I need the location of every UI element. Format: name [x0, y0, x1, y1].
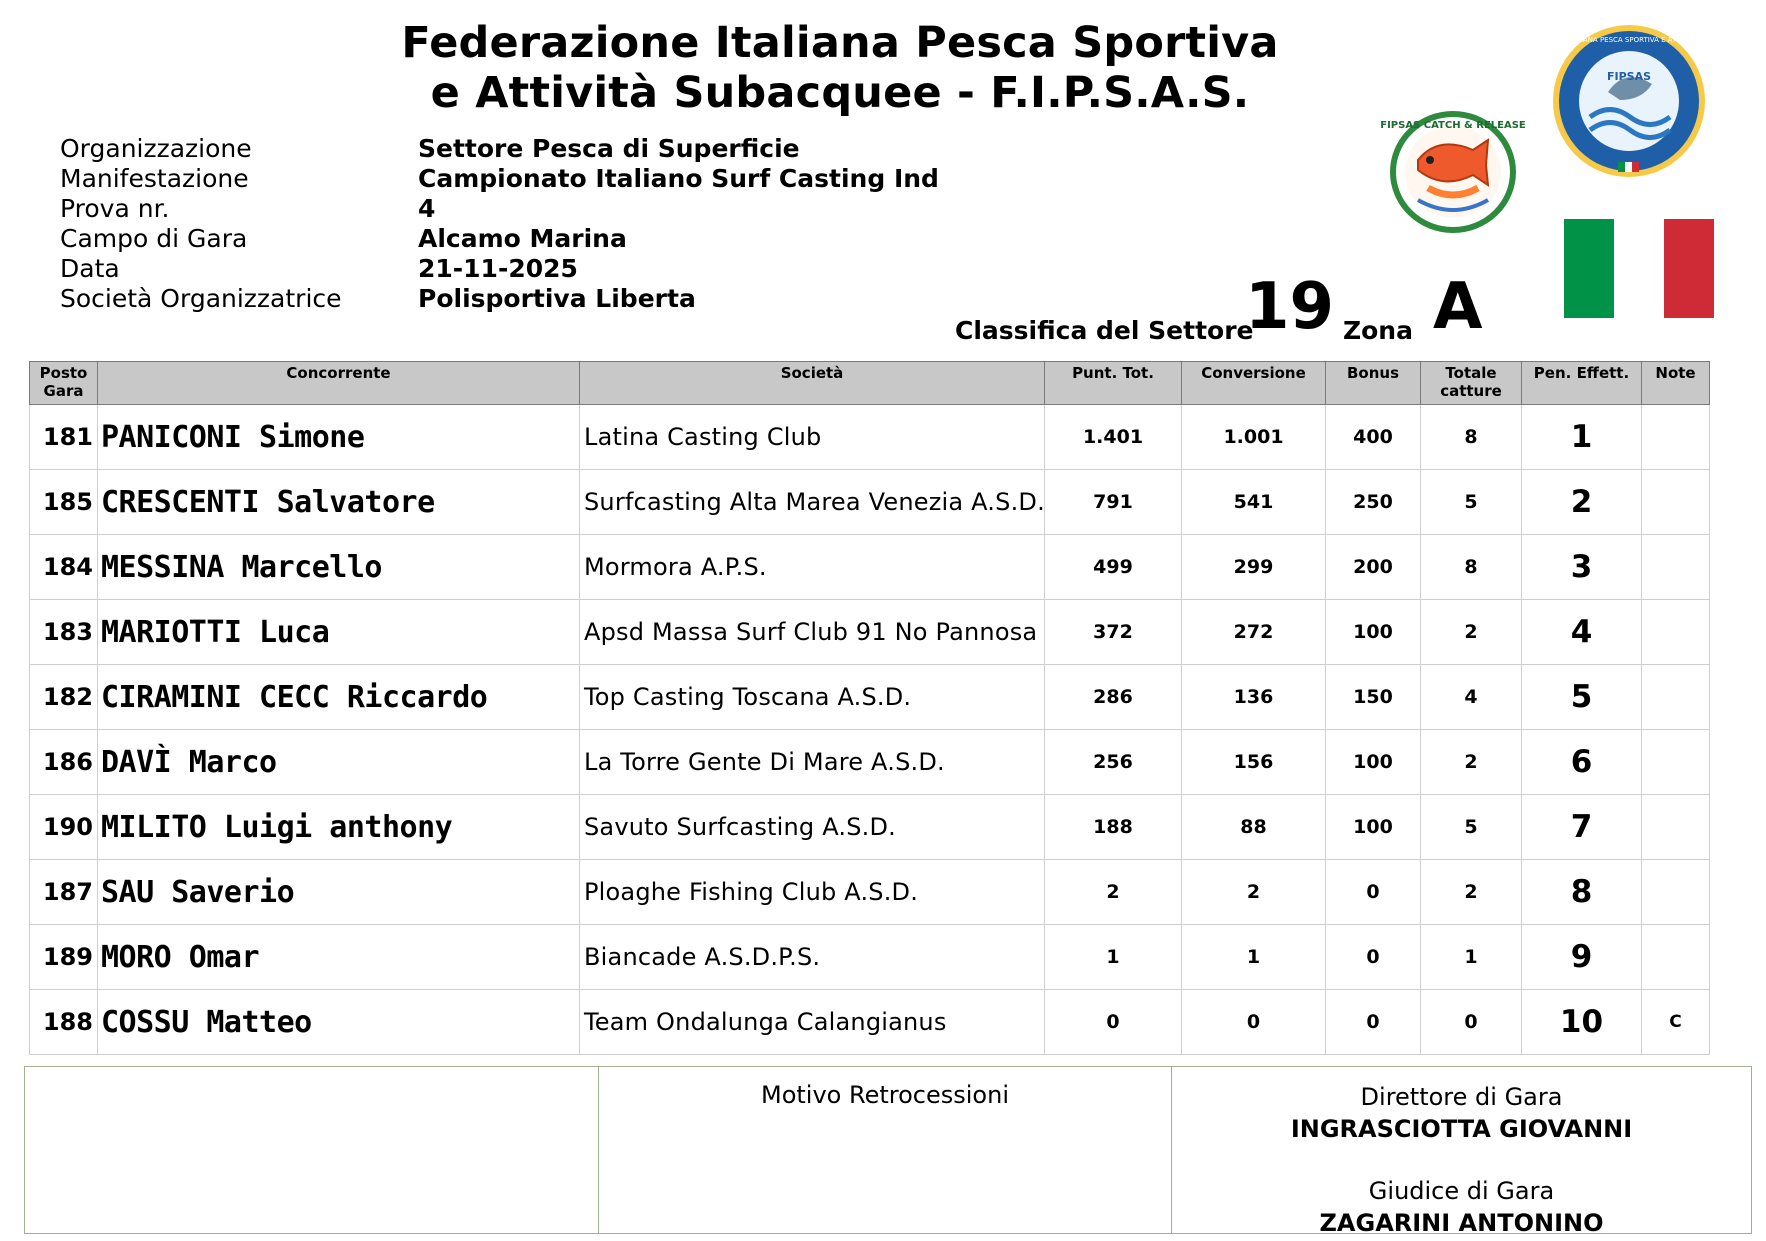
- info-label: Manifestazione: [60, 164, 249, 193]
- cell-posto: 189: [30, 925, 98, 990]
- info-value: Settore Pesca di Superficie: [418, 134, 800, 163]
- header-concorrente: Concorrente: [98, 362, 580, 405]
- header-bonus: Bonus: [1326, 362, 1421, 405]
- cell-posto: 186: [30, 730, 98, 795]
- cell-bonus: 250: [1326, 470, 1421, 535]
- cell-pen: 1: [1522, 405, 1642, 470]
- title-line-1: Federazione Italiana Pesca Sportiva: [401, 18, 1279, 68]
- table-row: [30, 860, 1710, 925]
- cell-punt: 1: [1045, 925, 1182, 990]
- cell-note: [1642, 860, 1710, 925]
- cell-note: C: [1642, 990, 1710, 1055]
- cell-societa: Apsd Massa Surf Club 91 No Pannosa: [580, 600, 1045, 665]
- cell-note: [1642, 730, 1710, 795]
- cell-conversione: 88: [1182, 795, 1326, 860]
- info-row-data: [60, 254, 939, 284]
- catch-release-logo: [1380, 110, 1526, 234]
- info-value: Campionato Italiano Surf Casting Ind: [418, 164, 939, 193]
- info-label: Società Organizzatrice: [60, 284, 342, 313]
- cell-societa: Mormora A.P.S.: [580, 535, 1045, 600]
- motivo-retrocessioni-label: Motivo Retrocessioni: [761, 1081, 1009, 1109]
- cell-bonus: 0: [1326, 860, 1421, 925]
- cell-concorrente: MILITO Luigi anthony: [98, 795, 580, 860]
- cell-posto: 190: [30, 795, 98, 860]
- cell-punt: 286: [1045, 665, 1182, 730]
- cell-concorrente: MARIOTTI Luca: [98, 600, 580, 665]
- document-title: [360, 18, 1320, 118]
- cell-catture: 8: [1421, 405, 1522, 470]
- cell-punt: 791: [1045, 470, 1182, 535]
- cell-catture: 5: [1421, 795, 1522, 860]
- direttore-label: Direttore di Gara: [1360, 1083, 1563, 1111]
- info-value: Alcamo Marina: [418, 224, 627, 253]
- cell-pen: 6: [1522, 730, 1642, 795]
- cell-concorrente: MESSINA Marcello: [98, 535, 580, 600]
- cell-catture: 5: [1421, 470, 1522, 535]
- header-posto: Posto Gara: [30, 362, 98, 405]
- header-pen: Pen. Effett.: [1522, 362, 1642, 405]
- info-value: 4: [418, 194, 436, 223]
- event-info: [60, 134, 939, 314]
- cell-concorrente: CIRAMINI CECC Riccardo: [98, 665, 580, 730]
- cell-catture: 4: [1421, 665, 1522, 730]
- footer-officials-cell: [1172, 1067, 1751, 1237]
- cell-conversione: 136: [1182, 665, 1326, 730]
- flag-red-band: [1664, 219, 1714, 318]
- table-row: [30, 470, 1710, 535]
- table-row: [30, 990, 1710, 1055]
- catch-release-text: FIPSAS CATCH & RELEASE: [1380, 120, 1526, 131]
- info-value: Polisportiva Liberta: [418, 284, 696, 313]
- cell-societa: Savuto Surfcasting A.S.D.: [580, 795, 1045, 860]
- cell-bonus: 100: [1326, 795, 1421, 860]
- cell-note: [1642, 665, 1710, 730]
- info-label: Organizzazione: [60, 134, 252, 163]
- zona-label: Zona: [1343, 316, 1413, 345]
- cell-pen: 5: [1522, 665, 1642, 730]
- cell-note: [1642, 535, 1710, 600]
- cell-note: [1642, 600, 1710, 665]
- giudice-name: ZAGARINI ANTONINO: [1319, 1209, 1604, 1237]
- cell-societa: Top Casting Toscana A.S.D.: [580, 665, 1045, 730]
- cell-concorrente: SAU Saverio: [98, 860, 580, 925]
- cell-concorrente: DAVÌ Marco: [98, 730, 580, 795]
- cell-pen: 3: [1522, 535, 1642, 600]
- cell-note: [1642, 925, 1710, 990]
- info-row-prova: [60, 194, 939, 224]
- cell-bonus: 0: [1326, 990, 1421, 1055]
- cell-punt: 0: [1045, 990, 1182, 1055]
- table-header-row: [30, 362, 1710, 405]
- cell-pen: 10: [1522, 990, 1642, 1055]
- cell-pen: 7: [1522, 795, 1642, 860]
- cell-conversione: 299: [1182, 535, 1326, 600]
- cell-societa: Team Ondalunga Calangianus: [580, 990, 1045, 1055]
- direttore-name: INGRASCIOTTA GIOVANNI: [1290, 1115, 1633, 1143]
- header-note: Note: [1642, 362, 1710, 405]
- cell-catture: 1: [1421, 925, 1522, 990]
- cell-concorrente: COSSU Matteo: [98, 990, 580, 1055]
- cell-note: [1642, 795, 1710, 860]
- info-row-campo: [60, 224, 939, 254]
- fipsas-logo: [1514, 22, 1744, 180]
- cell-punt: 1.401: [1045, 405, 1182, 470]
- cell-pen: 4: [1522, 600, 1642, 665]
- cell-concorrente: MORO Omar: [98, 925, 580, 990]
- cell-societa: Ploaghe Fishing Club A.S.D.: [580, 860, 1045, 925]
- footer-empty-cell: [25, 1067, 599, 1233]
- cell-posto: 185: [30, 470, 98, 535]
- cell-punt: 256: [1045, 730, 1182, 795]
- cell-punt: 188: [1045, 795, 1182, 860]
- info-row-societa: [60, 284, 939, 314]
- officials-spacer: [1172, 1145, 1751, 1175]
- footer-motivo-cell: [599, 1067, 1172, 1233]
- cell-societa: Latina Casting Club: [580, 405, 1045, 470]
- classifica-label: Classifica del Settore: [955, 316, 1254, 345]
- fipsas-ring-text: FEDERAZIONE ITALIANA PESCA SPORTIVA E ATTIVITÀ SUBACQUEE: [1514, 36, 1744, 44]
- cell-societa: Biancade A.S.D.P.S.: [580, 925, 1045, 990]
- flag-green-band: [1564, 219, 1614, 318]
- cell-posto: 187: [30, 860, 98, 925]
- info-label: Data: [60, 254, 120, 283]
- cell-posto: 182: [30, 665, 98, 730]
- table-row: [30, 665, 1710, 730]
- cell-conversione: 272: [1182, 600, 1326, 665]
- title-line-2: e Attività Subacquee - F.I.P.S.A.S.: [430, 68, 1250, 118]
- cell-bonus: 0: [1326, 925, 1421, 990]
- info-label: Campo di Gara: [60, 224, 248, 253]
- cell-bonus: 400: [1326, 405, 1421, 470]
- giudice-label: Giudice di Gara: [1368, 1177, 1555, 1205]
- table-row: [30, 535, 1710, 600]
- footer-box: [24, 1066, 1752, 1237]
- cell-conversione: 0: [1182, 990, 1326, 1055]
- cell-bonus: 200: [1326, 535, 1421, 600]
- cell-catture: 8: [1421, 535, 1522, 600]
- cell-pen: 9: [1522, 925, 1642, 990]
- header-catture: Totale catture: [1421, 362, 1522, 405]
- cell-societa: La Torre Gente Di Mare A.S.D.: [580, 730, 1045, 795]
- cell-catture: 2: [1421, 730, 1522, 795]
- table-row: [30, 600, 1710, 665]
- cell-punt: 2: [1045, 860, 1182, 925]
- header-conversione: Conversione: [1182, 362, 1326, 405]
- cell-note: [1642, 405, 1710, 470]
- cell-conversione: 541: [1182, 470, 1326, 535]
- table-row: [30, 925, 1710, 990]
- table-row: [30, 730, 1710, 795]
- settore-number: 19: [1245, 270, 1335, 344]
- cell-punt: 372: [1045, 600, 1182, 665]
- cell-posto: 188: [30, 990, 98, 1055]
- cell-concorrente: CRESCENTI Salvatore: [98, 470, 580, 535]
- results-table: [29, 361, 1710, 1055]
- table-row: [30, 795, 1710, 860]
- cell-bonus: 150: [1326, 665, 1421, 730]
- cell-posto: 184: [30, 535, 98, 600]
- italian-flag: [1564, 219, 1714, 318]
- cell-pen: 8: [1522, 860, 1642, 925]
- info-label: Prova nr.: [60, 194, 170, 223]
- zona-value: A: [1433, 270, 1483, 344]
- cell-bonus: 100: [1326, 730, 1421, 795]
- cell-conversione: 1.001: [1182, 405, 1326, 470]
- cell-pen: 2: [1522, 470, 1642, 535]
- flag-white-band: [1614, 219, 1664, 318]
- info-value: 21-11-2025: [418, 254, 578, 283]
- cell-societa: Surfcasting Alta Marea Venezia A.S.D.: [580, 470, 1045, 535]
- cell-conversione: 156: [1182, 730, 1326, 795]
- fipsas-short-text: FIPSAS: [1606, 70, 1652, 83]
- cell-catture: 2: [1421, 600, 1522, 665]
- cell-punt: 499: [1045, 535, 1182, 600]
- table-row: [30, 405, 1710, 470]
- cell-catture: 2: [1421, 860, 1522, 925]
- info-row-manifestazione: [60, 164, 939, 194]
- info-row-organizzazione: [60, 134, 939, 164]
- cell-catture: 0: [1421, 990, 1522, 1055]
- header-punt: Punt. Tot.: [1045, 362, 1182, 405]
- cell-conversione: 1: [1182, 925, 1326, 990]
- header-societa: Società: [580, 362, 1045, 405]
- cell-note: [1642, 470, 1710, 535]
- cell-bonus: 100: [1326, 600, 1421, 665]
- cell-concorrente: PANICONI Simone: [98, 405, 580, 470]
- cell-posto: 181: [30, 405, 98, 470]
- cell-posto: 183: [30, 600, 98, 665]
- cell-conversione: 2: [1182, 860, 1326, 925]
